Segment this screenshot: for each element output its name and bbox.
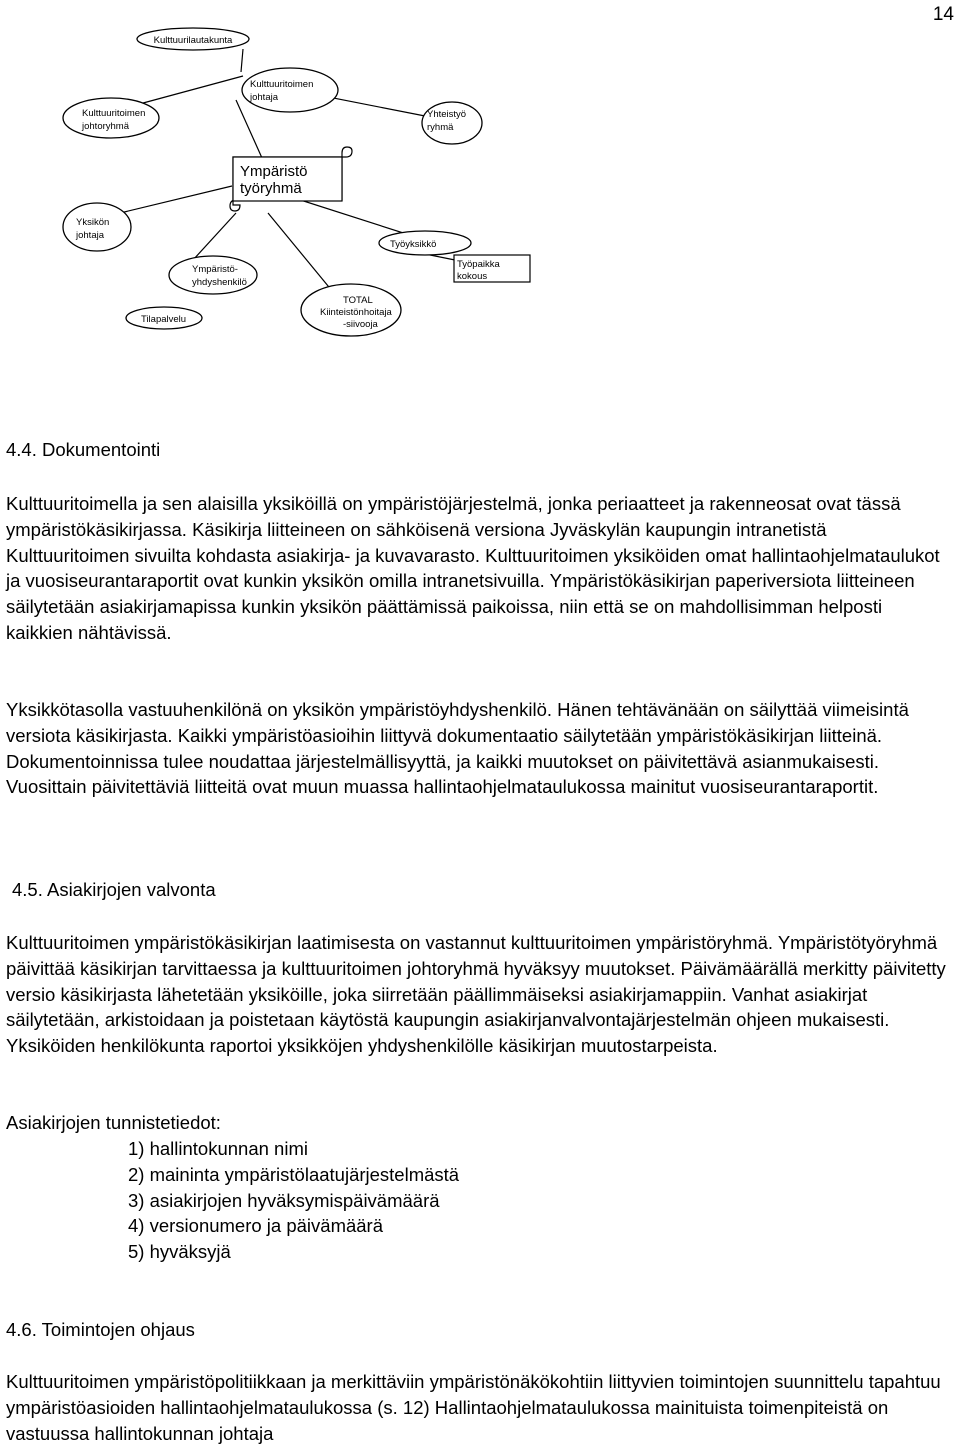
edge-tyoryhma-yksikonjohtaja (120, 186, 232, 213)
paragraph-dokumentointi-1 (6, 491, 946, 646)
paragraph-dokumentointi-2 (6, 697, 946, 800)
edge-lautakunta-johtaja (241, 49, 243, 72)
identifiers-list (128, 1136, 459, 1265)
list-item: 5) hyväksyjä (128, 1241, 231, 1263)
list-item: 1) hallintokunnan nimi (128, 1138, 308, 1159)
svg-text:Työpaikka: Työpaikka (457, 259, 500, 270)
paragraph-toimintojen-ohjaus (6, 1369, 946, 1446)
svg-text:-siivooja: -siivooja (343, 319, 378, 330)
node-kulttuurilautakunta (137, 28, 249, 50)
page-number: 14 (932, 4, 954, 25)
paragraph-text: Kulttuuritoimen ympäristökäsikirjan laatimisesta on vastannut kulttuuritoimen ympäristöryhmä. Ympäristötyöryhmä päivittää käsikirjan tarvittaessa ja kulttuuritoimen johtoryhmä hyväksyy muutokset. Päivämäärällä merkitty päivitetty versio käsikirjasta lähetetään yksiköille, joka siirretään päällimmäiseksi asiakirjamappiin. Vanhat asiakirjat säilytetään, arkistoidaan ja poistetaan käytöstä kaupungin asiakirjanvalvontajärjestelmän ohjeen mukaisesti. Yksiköiden henkilökunta raportoi yksikköjen yhdyshenkilölle käsikirjan muutostarpeista. (6, 932, 946, 1057)
section-heading-asiakirjojen-valvonta: 4.5. Asiakirjojen valvonta (12, 879, 216, 900)
list-item: 2) maininta ympäristölaatujärjestelmästä (128, 1163, 460, 1185)
svg-text:johtaja: johtaja (76, 230, 104, 241)
svg-text:ryhmä: ryhmä (427, 122, 454, 133)
svg-text:Yhteistyö: Yhteistyö (427, 109, 467, 120)
node-total (301, 284, 401, 336)
paragraph-text: Kulttuuritoimen ympäristöpolitiikkaan ja merkittäviin ympäristönäkökohtiin liittyvien toimintojen suunnittelu tapahtuu ympäristöasioiden hallintaohjelmataulukossa (s. 12) Hallintaohjelmataulukossa mainituista toimenpiteistä on vastuussa hallintokunnan johtaja (6, 1371, 941, 1444)
edge-johtaja-tyoryhma (236, 100, 262, 158)
paragraph-text: Kulttuuritoimella ja sen alaisilla yksiköillä on ympäristöjärjestelmä, jonka periaatteet ja rakenneosat ovat tässä ympäristökäsikirjassa. Käsikirja liitteineen on sähköisenä versiona Jyväskylän kaupungin intranetistä Kulttuuritoimen sivuilta kohdasta asiakirja- ja kuvavarasto. Kulttuuritoimen yksiköiden omat hallintaohjelmataulukot ja vuosiseurantaraportit ovat kunkin yksikön omilla intranetsivuilla. Ympäristökäsikirjan paperiversiota liitteineen säilytetään asiakirjamapissa kunkin yksikön päättämissä paikoissa, niin että se on mahdollisimman helposti kaikkien nähtävissä. (6, 493, 940, 643)
svg-text:Kulttuuritoimen: Kulttuuritoimen (250, 79, 314, 90)
node-yksikon-johtaja (63, 203, 131, 251)
svg-text:Kulttuurilautakunta: Kulttuurilautakunta (153, 35, 233, 46)
svg-text:johtaja: johtaja (250, 92, 278, 103)
node-tyoyksikko (379, 231, 471, 255)
node-ymparisto-tyoryhma (230, 147, 352, 211)
paragraph-text: Yksikkötasolla vastuuhenkilönä on yksikön ympäristöyhdyshenkilö. Hänen tehtävänään on säilyttää viimeisintä versiota käsikirjasta. Kaikki ympäristöasioihin liittyvä dokumentaatio säilytetään ympäristökäsikirjan liitteinä. Dokumentoinnissa tulee noudattaa järjestelmällisyyttä, ja kaikki muutokset on päivitettävä asianmukaisesti. Vuosittain päivitettäviä liitteitä ovat muun muassa hallintaohjelmataulukossa mainitut vuosiseurantaraportit. (6, 699, 909, 798)
edge-johtaja-johtoryhma (132, 76, 243, 106)
node-tilapalvelu (126, 307, 202, 329)
section-heading-toimintojen-ohjaus: 4.6. Toimintojen ohjaus (6, 1319, 195, 1340)
edge-tyoryhma-yhdyshenkilo (193, 213, 236, 260)
svg-text:Kulttuuritoimen: Kulttuuritoimen (82, 108, 146, 119)
identifiers-label: Asiakirjojen tunnistetiedot: (6, 1112, 221, 1133)
node-yhteistyoryhma (422, 102, 482, 144)
svg-text:työryhmä: työryhmä (240, 180, 302, 197)
svg-text:kokous: kokous (457, 271, 488, 282)
svg-text:Tilapalvelu: Tilapalvelu (141, 314, 187, 325)
svg-text:Työyksikkö: Työyksikkö (390, 239, 437, 250)
svg-text:Yksikön: Yksikön (76, 217, 110, 228)
svg-text:Ympäristö-: Ympäristö- (192, 264, 238, 275)
svg-text:TOTAL: TOTAL (343, 295, 373, 306)
section-heading-dokumentointi: 4.4. Dokumentointi (6, 439, 161, 460)
node-tyopaikkakokous (454, 255, 530, 282)
list-item: 3) asiakirjojen hyväksymispäivämäärä (128, 1189, 440, 1211)
svg-text:johtoryhmä: johtoryhmä (82, 121, 129, 132)
svg-text:Kiinteistönhoitaja: Kiinteistönhoitaja (320, 307, 392, 318)
list-item: 4) versionumero ja päivämäärä (128, 1215, 384, 1237)
node-ymparistoyhdyshenkilo (169, 256, 257, 294)
paragraph-asiakirjojen-valvonta (6, 930, 946, 1059)
svg-text:Ympäristö: Ympäristö (240, 163, 308, 180)
node-kulttuuritoimen-johtaja (242, 68, 338, 112)
svg-text:yhdyshenkilö: yhdyshenkilö (192, 277, 247, 288)
organization-diagram (50, 20, 550, 340)
edge-tyoryhma-total (268, 213, 333, 292)
node-kulttuuritoimen-johtoryhma (63, 98, 159, 138)
